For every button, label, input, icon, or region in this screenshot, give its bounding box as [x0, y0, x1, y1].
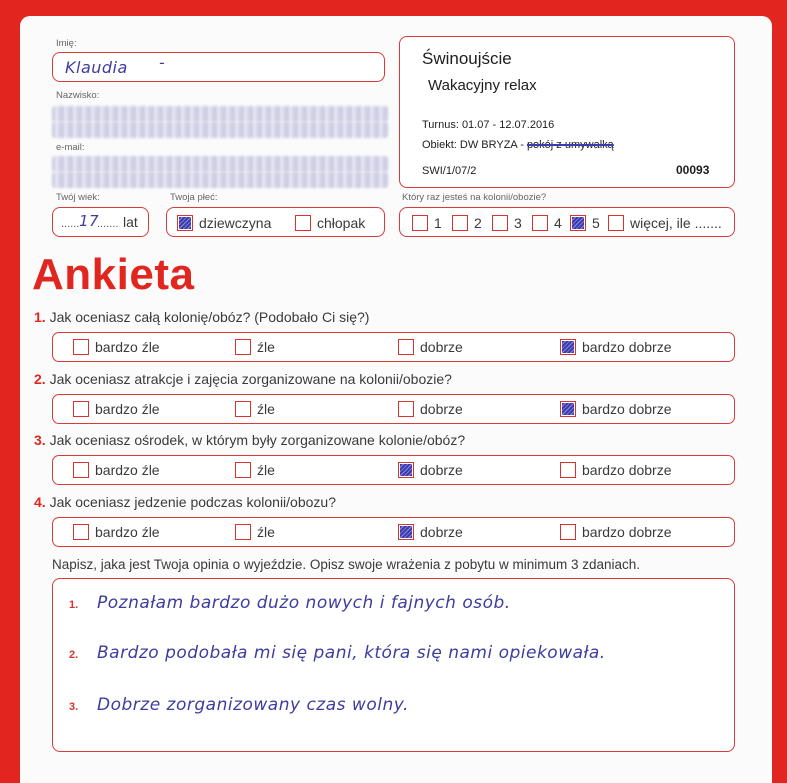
opinion-prompt: Napisz, jaka jest Twoja opinia o wyjeździe. Opisz swoje wrażenia z pobytu w minimum 3 zdaniach.	[52, 557, 641, 572]
q3-option-very-good[interactable]	[560, 461, 672, 479]
q4-checkbox-very-good[interactable]	[560, 524, 576, 540]
q2-label-very-good: bardzo dobrze	[582, 400, 672, 417]
q1-label-bad: źle	[257, 338, 275, 355]
q1-option-very-bad[interactable]	[73, 338, 160, 356]
name-dash-mark: -	[159, 53, 166, 72]
q3-label-very-bad: bardzo źle	[95, 461, 160, 478]
tour-program: Wakacyjny relax	[428, 77, 537, 94]
age-label: Twój wiek:	[56, 192, 100, 203]
q3-checkbox-good[interactable]	[398, 462, 414, 478]
answer-row-2	[52, 394, 735, 424]
question-3-text: Jak oceniasz ośrodek, w którym były zorganizowane kolonie/obóz?	[45, 432, 466, 448]
visit-option-4[interactable]	[532, 214, 562, 232]
question-1-text: Jak oceniasz całą kolonię/obóz? (Podobało Ci się?)	[45, 309, 370, 325]
age-value: 17	[79, 212, 100, 230]
opinion-line-3-text: Dobrze zorganizowany czas wolny.	[97, 695, 409, 715]
q2-option-good[interactable]	[398, 400, 463, 418]
q1-checkbox-good[interactable]	[398, 339, 414, 355]
q3-label-good: dobrze	[420, 461, 463, 478]
visit-checkbox-4[interactable]	[532, 215, 548, 231]
visit-option-2[interactable]	[452, 214, 482, 232]
question-4	[34, 494, 336, 510]
q4-option-very-good[interactable]	[560, 523, 672, 541]
q4-checkbox-very-bad[interactable]	[73, 524, 89, 540]
visit-checkbox-2[interactable]	[452, 215, 468, 231]
q2-checkbox-good[interactable]	[398, 401, 414, 417]
tour-number: 00093	[676, 163, 710, 177]
gender-female-option[interactable]	[177, 214, 271, 232]
q2-option-very-bad[interactable]	[73, 400, 160, 418]
q4-checkbox-bad[interactable]	[235, 524, 251, 540]
q2-checkbox-bad[interactable]	[235, 401, 251, 417]
gender-female-checkbox[interactable]	[177, 215, 193, 231]
visit-label-more: więcej, ile .......	[630, 214, 722, 231]
opinion-line-2-text: Bardzo podobała mi się pani, która się nami opiekowała.	[97, 643, 606, 663]
visit-option-3[interactable]	[492, 214, 522, 232]
surname-redacted	[52, 106, 388, 122]
name-field[interactable]	[52, 52, 385, 82]
q4-label-bad: źle	[257, 523, 275, 540]
surname-label: Nazwisko:	[56, 90, 100, 101]
opinion-line-3-number: 3.	[69, 701, 79, 713]
opinion-line-1-text: Poznałam bardzo dużo nowych i fajnych osób.	[97, 593, 511, 613]
q4-label-very-bad: bardzo źle	[95, 523, 160, 540]
visits-label: Który raz jesteś na kolonii/obozie?	[402, 192, 547, 203]
q3-label-very-good: bardzo dobrze	[582, 461, 672, 478]
q1-option-very-good[interactable]	[560, 338, 672, 356]
visit-checkbox-1[interactable]	[412, 215, 428, 231]
q3-checkbox-bad[interactable]	[235, 462, 251, 478]
visit-label-3: 3	[514, 214, 522, 231]
answer-row-1	[52, 332, 735, 362]
tour-obiekt-prefix: Obiekt: DW BRYZA -	[422, 139, 527, 151]
tour-code: SWI/1/07/2	[422, 165, 477, 177]
q1-checkbox-bad[interactable]	[235, 339, 251, 355]
tour-obiekt-struck: pokój z umywalką	[526, 139, 614, 151]
tour-obiekt	[422, 139, 614, 151]
visit-label-4: 4	[554, 214, 562, 231]
visit-option-more[interactable]	[608, 214, 722, 232]
visit-option-1[interactable]	[412, 214, 442, 232]
q1-label-very-good: bardzo dobrze	[582, 338, 672, 355]
opinion-line-2-number: 2.	[69, 649, 79, 661]
gender-male-checkbox[interactable]	[295, 215, 311, 231]
age-dots-left: ......	[61, 218, 80, 230]
age-dots-right: .......	[97, 218, 119, 230]
opinion-line-1-number: 1.	[69, 599, 79, 611]
q3-option-bad[interactable]	[235, 461, 275, 479]
age-unit: lat	[123, 214, 138, 230]
name-label: Imię:	[56, 38, 77, 49]
gender-male-label: chłopak	[317, 214, 366, 231]
email-redacted-2	[52, 172, 388, 188]
question-1-number: 1.	[34, 309, 46, 325]
tour-turnus: Turnus: 01.07 - 12.07.2016	[422, 119, 555, 131]
q4-option-very-bad[interactable]	[73, 523, 160, 541]
q1-label-very-bad: bardzo źle	[95, 338, 160, 355]
q4-label-good: dobrze	[420, 523, 463, 540]
q4-option-good[interactable]	[398, 523, 463, 541]
surname-redacted-2	[52, 122, 388, 138]
gender-field	[166, 207, 385, 237]
q2-checkbox-very-good[interactable]	[560, 401, 576, 417]
question-2-number: 2.	[34, 371, 46, 387]
q2-option-very-good[interactable]	[560, 400, 672, 418]
question-4-number: 4.	[34, 494, 46, 510]
email-label: e-mail:	[56, 142, 85, 153]
tour-city: Świnoujście	[422, 49, 512, 68]
visit-label-2: 2	[474, 214, 482, 231]
q4-option-bad[interactable]	[235, 523, 275, 541]
q2-option-bad[interactable]	[235, 400, 275, 418]
q3-checkbox-very-good[interactable]	[560, 462, 576, 478]
q2-label-very-bad: bardzo źle	[95, 400, 160, 417]
survey-title: Ankieta	[32, 250, 195, 299]
q4-label-very-good: bardzo dobrze	[582, 523, 672, 540]
name-value: Klaudia	[65, 58, 128, 77]
q3-label-bad: źle	[257, 461, 275, 478]
email-redacted	[52, 156, 388, 172]
tour-info-box	[399, 36, 735, 188]
answer-row-3	[52, 455, 735, 485]
visit-checkbox-more[interactable]	[608, 215, 624, 231]
visits-field	[399, 207, 735, 237]
age-field[interactable]	[52, 207, 149, 237]
q2-checkbox-very-bad[interactable]	[73, 401, 89, 417]
visit-checkbox-3[interactable]	[492, 215, 508, 231]
question-3-number: 3.	[34, 432, 46, 448]
gender-male-option[interactable]	[295, 214, 365, 232]
q1-option-good[interactable]	[398, 338, 463, 356]
question-2-text: Jak oceniasz atrakcje i zajęcia zorganizowane na kolonii/obozie?	[45, 371, 452, 387]
q2-label-bad: źle	[257, 400, 275, 417]
q3-checkbox-very-bad[interactable]	[73, 462, 89, 478]
q1-label-good: dobrze	[420, 338, 463, 355]
q1-checkbox-very-bad[interactable]	[73, 339, 89, 355]
q3-option-very-bad[interactable]	[73, 461, 160, 479]
q3-option-good[interactable]	[398, 461, 463, 479]
question-3	[34, 432, 465, 448]
visit-label-5: 5	[592, 214, 600, 231]
answer-row-4	[52, 517, 735, 547]
visit-label-1: 1	[434, 214, 442, 231]
question-4-text: Jak oceniasz jedzenie podczas kolonii/obozu?	[45, 494, 336, 510]
visit-checkbox-5[interactable]	[570, 215, 586, 231]
q1-option-bad[interactable]	[235, 338, 275, 356]
visit-option-5[interactable]	[570, 214, 600, 232]
q2-label-good: dobrze	[420, 400, 463, 417]
gender-female-label: dziewczyna	[199, 214, 272, 231]
gender-label: Twoja płeć:	[170, 192, 218, 203]
q1-checkbox-very-good[interactable]	[560, 339, 576, 355]
question-2	[34, 371, 452, 387]
question-1	[34, 309, 369, 325]
opinion-textarea[interactable]	[52, 578, 735, 752]
q4-checkbox-good[interactable]	[398, 524, 414, 540]
